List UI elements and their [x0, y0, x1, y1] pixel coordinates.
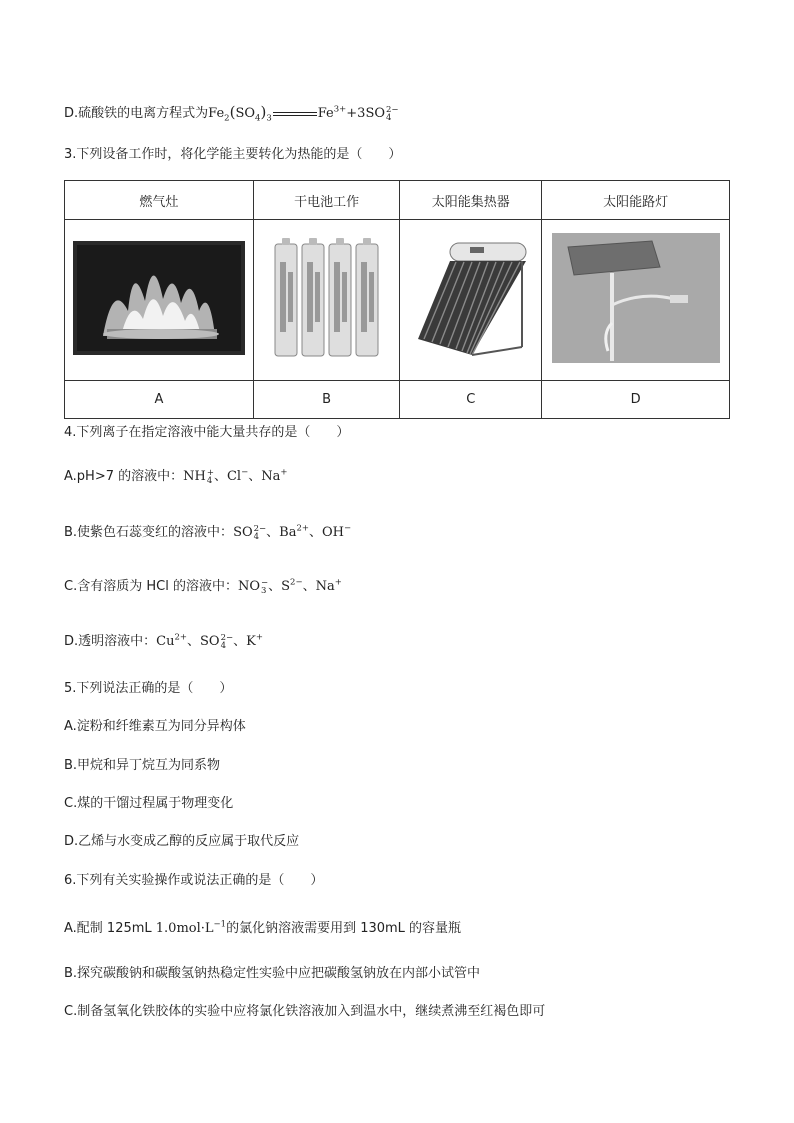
q5-stem: 5.下列说法正确的是（ ） [64, 681, 233, 696]
q5-option-b: B.甲烷和异丁烷互为同系物 [64, 758, 221, 773]
q4-option-c-text: C.含有溶质为 HCl 的溶液中： [64, 579, 238, 594]
q5-option-a: A.淀粉和纤维素互为同分异构体 [64, 719, 246, 734]
q2-option-d-text: D.硫酸铁的电离方程式为 [64, 106, 209, 121]
cell-gas-stove-image [65, 220, 254, 381]
ionization-equation: $Fe_2(SO_4)_3$ $Fe^{3+}+3SO$ 2− 4 [208, 103, 399, 124]
gas-stove-flame-image [73, 241, 245, 355]
q2-option-d [64, 103, 399, 123]
dry-battery-image [271, 232, 383, 364]
label-d: D [542, 381, 730, 419]
q4-stem: 4.下列离子在指定溶液中能大量共存的是（ ） [64, 425, 350, 440]
q6-option-a-text-pre: A.配制 125mL [64, 921, 156, 936]
q6-stem: 6.下列有关实验操作或说法正确的是（ ） [64, 873, 324, 888]
q4-option-b [64, 524, 351, 542]
q3-table [64, 180, 730, 419]
q4-option-b-ions: SO 2− 4 、$Ba^{2+}$、OH− [233, 523, 352, 542]
header-solar-lamp: 太阳能路灯 [542, 181, 730, 220]
q4-option-c [64, 578, 342, 596]
q4-option-c-ions: NO − 3 、$S^{2-}$、Na+ [237, 577, 342, 596]
q4-option-a-text: A.pH>7 的溶液中： [64, 469, 184, 484]
solar-water-heater-image [410, 235, 532, 361]
q4-option-a-ions: NH + 4 、Cl−、Na+ [183, 467, 288, 486]
equation-sign [273, 112, 317, 116]
label-c: C [400, 381, 542, 419]
solar-street-lamp-image [552, 233, 720, 363]
header-gas-stove: 燃气灶 [65, 181, 254, 220]
q6-option-b: B.探究碳酸钠和碳酸氢钠热稳定性实验中应把碳酸氢钠放在内部小试管中 [64, 966, 481, 981]
header-dry-battery: 干电池工作 [253, 181, 400, 220]
q4-option-b-text: B.使紫色石蕊变红的溶液中： [64, 525, 234, 540]
q4-option-d-ions: $Cu^{2+}$、SO 2− 4 、K+ [156, 632, 263, 651]
cell-solar-heater-image [400, 220, 542, 381]
q4-option-d-text: D.透明溶液中： [64, 634, 157, 649]
label-b: B [253, 381, 400, 419]
label-a: A [65, 381, 254, 419]
q6-option-a [64, 920, 461, 938]
q3-stem: 3.下列设备工作时，将化学能主要转化为热能的是（ ） [64, 147, 402, 162]
header-solar-heater: 太阳能集热器 [400, 181, 542, 220]
q6-option-a-text-post: 的氯化钠溶液需要用到 130mL 的容量瓶 [226, 921, 462, 936]
q6-option-c: C.制备氢氧化铁胶体的实验中应将氯化铁溶液加入到温水中，继续煮沸至红褐色即可 [64, 1004, 546, 1019]
q4-option-d [64, 633, 263, 651]
cell-solar-lamp-image [542, 220, 730, 381]
concentration-unit: $1.0mol\cdot L^{-1}$ [155, 919, 227, 936]
q4-option-a [64, 468, 287, 486]
cell-dry-battery-image [253, 220, 400, 381]
q5-option-d: D.乙烯与水变成乙醇的反应属于取代反应 [64, 834, 300, 849]
q5-option-c: C.煤的干馏过程属于物理变化 [64, 796, 234, 811]
